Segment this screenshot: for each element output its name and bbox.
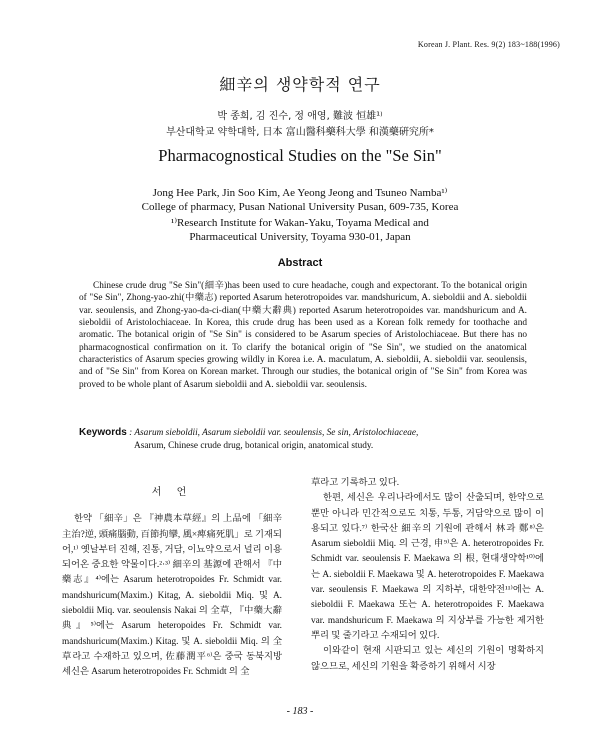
- english-title: Pharmacognostical Studies on the "Se Sin": [158, 146, 442, 165]
- right-column-paragraph-2: 한편, 세신은 우리나라에서도 많이 산출되며, 한약으로 뿐만 아니라 민간적으로도 치통, 두통, 거담약으로 많이 이용되고 있다.⁷⁾ 한국산 細辛의 기원에 관해서 林과 鄭⁸⁾은 Asarum sieboldii Miq. 의 근경, 申⁹⁾은 A. heterotropoides Fr. Schmidt var. seoulensis F. Maekawa 의 根, 현대생약학¹⁰⁾에는 A. sieboldii F. Maekawa 및 A. heterotropoides F. Maekawa var. seoulensis F. Maekawa 의 지하부, 대한약전¹¹⁾에는 A. sieboldii F. Maekawa 또는 A. heterotropoides F. Maekawa var. mandshuricum F. Maekawa 의 지상부를 가능한 제거한 뿌리 및 줄기라고 수재되어 있다.: [311, 493, 544, 641]
- english-authors: Jong Hee Park, Jin Soo Kim, Ae Yeong Jeong and Tsuneo Namba¹⁾: [152, 187, 448, 199]
- left-column: [62, 485, 282, 681]
- right-column: [311, 476, 544, 675]
- keywords-block: [79, 427, 527, 452]
- left-column-paragraph: 한약 「細辛」은 『神農本草經』의 上品에 「細辛主治?逆, 頭痛腦動, 百節拘攣, 風×痺痛死肌」로 기재되어,¹⁾ 옛날부터 진해, 진통, 거담, 이뇨약으로서 널리 이용되어온 중요한 약물이다.²·³⁾ 細辛의 基源에 관해서 『中藥志』⁴⁾에는 Asarum heterotropoides Fr. Schmidt var. mandshuricum(Maxim.) Kitag, A. sieboldii Miq. 및 A. sieboldii Miq. var. seoulensis Nakai 의 全草, 『中藥大辭典』⁵⁾에는 Asarum heteropoides Fr. Schmidt var. mandshuricum(Maxim.) Kitag. 및 A. sieboldii Miq. 의 全草라고 수재하고 있으며, 佐藤潤平⁶⁾은 중국 동북지방 세신은 Asarum heterotropoides Fr. Schmidt 의 全: [62, 514, 282, 678]
- korean-affiliation: 부산대학교 약학대학, 日本 富山醫科藥科大學 和漢藥硏究所*: [166, 127, 434, 138]
- english-affiliation-3: Pharmaceutical University, Toyama 930-01, Japan: [189, 231, 411, 243]
- keywords-label: Keywords: [79, 427, 127, 438]
- right-column-paragraph-1: 草라고 기록하고 있다.: [311, 478, 400, 488]
- english-affiliation-1: College of pharmacy, Pusan National University Pusan, 609-735, Korea: [141, 201, 459, 213]
- english-affiliation-2: ¹⁾Research Institute for Wakan-Yaku, Toyama Medical and: [171, 217, 429, 229]
- keywords-line-2: Asarum, Chinese crude drug, botanical origin, anatomical study.: [134, 440, 374, 451]
- abstract-heading: Abstract: [277, 257, 323, 269]
- abstract-body: [79, 280, 527, 391]
- korean-authors: 박 종희, 김 진수, 정 애영, 難波 恒雄¹⁾: [217, 111, 383, 122]
- journal-reference: Korean J. Plant. Res. 9(2) 183~188(1996): [417, 40, 560, 49]
- keywords-line-1: [79, 427, 527, 440]
- keywords-text-1: : Asarum sieboldii, Asarum sieboldii var. seoulensis, Se sin, Aristolochiaceae,: [129, 428, 419, 438]
- page-number: - 183 -: [286, 706, 314, 717]
- abstract-paragraph: Chinese crude drug "Se Sin"(細辛)has been used to cure headache, cough and expectorant. To the botanical origin of "Se Sin", Zhong-yao-zhi(中藥志) reported Asarum heterotropoides var. mandshuricum, A. sieboldii and A. sieboldii var. seoulensis, and Zhong-yao-da-ci-dian(中藥大辭典) reported Asarum heterotropoides var. mandshuricum and A. sieboldii of Aristolochiaceae. In Korea, this crude drug has been used as a Korean folk remedy for toothache and aromatic. The botanical origin of "Se Sin" is considered to be Asarum species of Aristolochiaceae. But there has no pharmacognostical confirmation on it. To clarify the botanical origin of "Se Sin", we studied on the anatomical characteristics of Asarum species growing wildly in Korea i.e. A. maculatum, A. sieboldii, A. sieboldii var. seoulensis, and of "Se Sin" from Korea on Korean market. Through our studies, the botanical origin of "Se Sin" from Korea was proved to be whole plant of Asarum sieboldii and A. sieboldii var. seoulensis.: [79, 281, 527, 390]
- right-column-paragraph-3: 이와같이 현재 시판되고 있는 세신의 기원이 명확하지 않으므로, 세신의 기원을 확증하기 위해서 시장: [311, 646, 544, 672]
- introduction-heading: 서 언: [151, 487, 193, 498]
- korean-title: 細辛의 생약학적 연구: [219, 75, 381, 94]
